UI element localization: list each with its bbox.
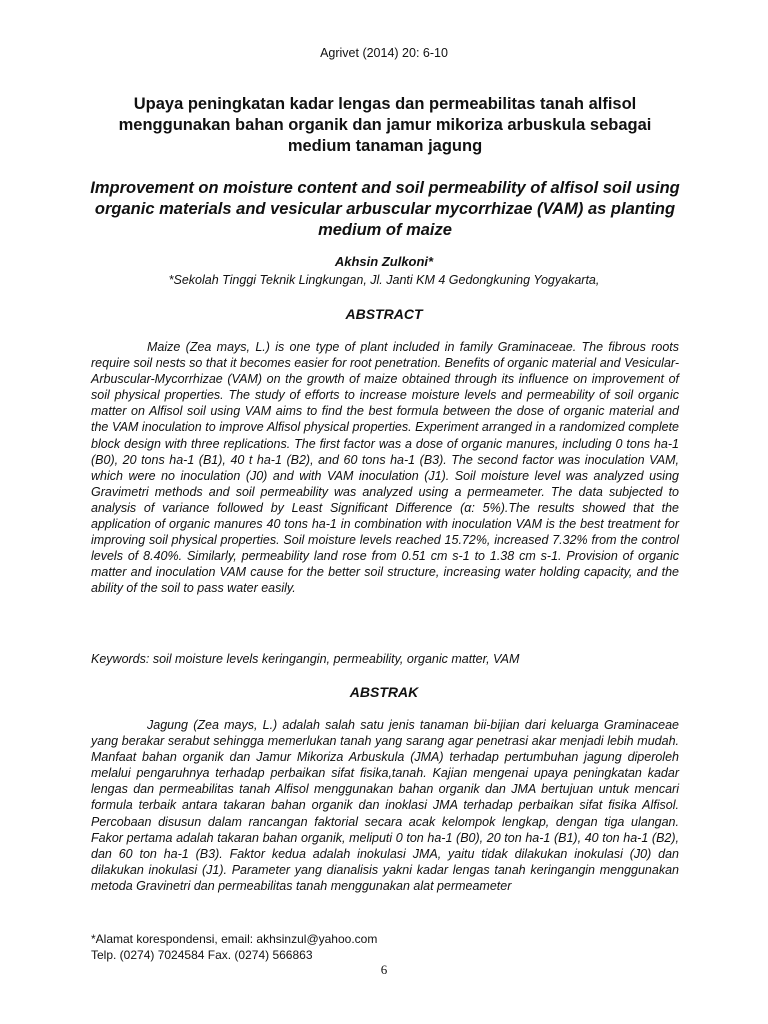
page-number: 6 bbox=[380, 962, 388, 977]
keywords: Keywords: soil moisture levels keringangin, permeability, organic matter, VAM bbox=[91, 652, 520, 666]
abstract-body: Maize (Zea mays, L.) is one type of plant included in family Graminaceae. The fibrous roots require soil nests so that it becomes easier for root penetration. Benefits of organic material and Vesicular-Arbuscular-Mycorrhizae (VAM) on the growth of maize obtained through its influence on improvement of soil physical properties. The study of efforts to increase moisture levels and permeability of soil organic matter on Alfisol soil using VAM aims to find the best formula between the dose of organic material and the VAM inoculation to improve Alfisol physical properties. Experiment arranged in a randomized complete block design with three replications. The first factor was a dose of organic manures, including 0 tons ha-1 (B0), 20 tons ha-1 (B1), 40 t ha-1 (B2), and 60 tons ha-1 (B3). The second factor was inoculation VAM, which were no inoculation (J0) and with VAM inoculation (J1). Soil moisture level was analyzed using Gravimetri methods and soil permeability was analyzed using a permeameter. The data subjected to analysis of variance followed by Least Significant Difference (α: 5%).The results showed that the application of organic manures 40 tons ha-1 in combination with inoculation VAM is the best treatment for improving soil physical properties. Soil moisture levels reached 15.72%, increased 7.32% from the control levels of 8.40%. Similarly, permeability land rose from 0.51 cm s-1 to 1.38 cm s-1. Provision of organic matter and inoculation VAM cause for the better soil structure, increasing water holding capacity, and the ability of the soil to pass water easily. bbox=[91, 340, 679, 596]
author-affiliation: *Sekolah Tinggi Teknik Lingkungan, Jl. Janti KM 4 Gedongkuning Yogyakarta, bbox=[168, 273, 600, 287]
footnote-email-line: *Alamat korespondensi, email: akhsinzul@yahoo.com bbox=[91, 932, 378, 946]
footnote-phone-line: Telp. (0274) 7024584 Fax. (0274) 566863 bbox=[91, 947, 313, 962]
correspondence-footnote bbox=[91, 932, 591, 963]
abstrak-heading: ABSTRAK bbox=[349, 684, 419, 700]
title-english: Improvement on moisture content and soil permeability of alfisol soil using organic materials and vesicular arbuscular mycorrhizae (VAM) as planting medium of maize bbox=[90, 179, 680, 239]
title-indonesian: Upaya peningkatan kadar lengas dan permeabilitas tanah alfisol menggunakan bahan organik dan jamur mikoriza arbuskula sebagai medium tanaman jagung bbox=[118, 95, 652, 155]
abstrak-body: Jagung (Zea mays, L.) adalah salah satu jenis tanaman bii-bijian dari keluarga Graminaceae yang berakar serabut sehingga memerlukan tanah yang sarang agar penetrasi akar menjadi lebih mudah. Manfaat bahan organik dan Jamur Mikoriza Arbuskula (JMA) terhadap pertumbuhan jagung diperoleh melalui pengaruhnya terhadap perbaikan sifat fisika,tanah. Kajian mengenai upaya peningkatan kadar lengas dan permeabilitas tanah Alfisol menggunakan bahan organik dan JMA bertujuan untuk mencari formula terbaik antara takaran bahan organik dan inoklasi JMA terhadap perbaikan sifat fisika Alfisol. Percobaan disusun dalam rancangan faktorial secara acak kelompok lengkap, dengan tiga ulangan. Fakor pertama adalah takaran bahan organik, meliputi 0 ton ha-1 (B0), 20 ton ha-1 (B1), 40 ton ha-1 (B2), dan 60 ton ha-1 (B3). Faktor kedua adalah inokulasi JMA, yaitu tidak dilakukan inokulasi (J0) dan dilakukan inokulasi (J1). Parameter yang dianalisis yakni kadar lengas tanah keringangin menggunakan metoda Gravinetri dan permeabilitas tanah menggunakan alat permeameter bbox=[91, 718, 679, 893]
journal-reference: Agrivet (2014) 20: 6-10 bbox=[320, 46, 448, 60]
abstract-heading: ABSTRACT bbox=[345, 306, 423, 322]
author-name: Akhsin Zulkoni* bbox=[334, 254, 434, 269]
